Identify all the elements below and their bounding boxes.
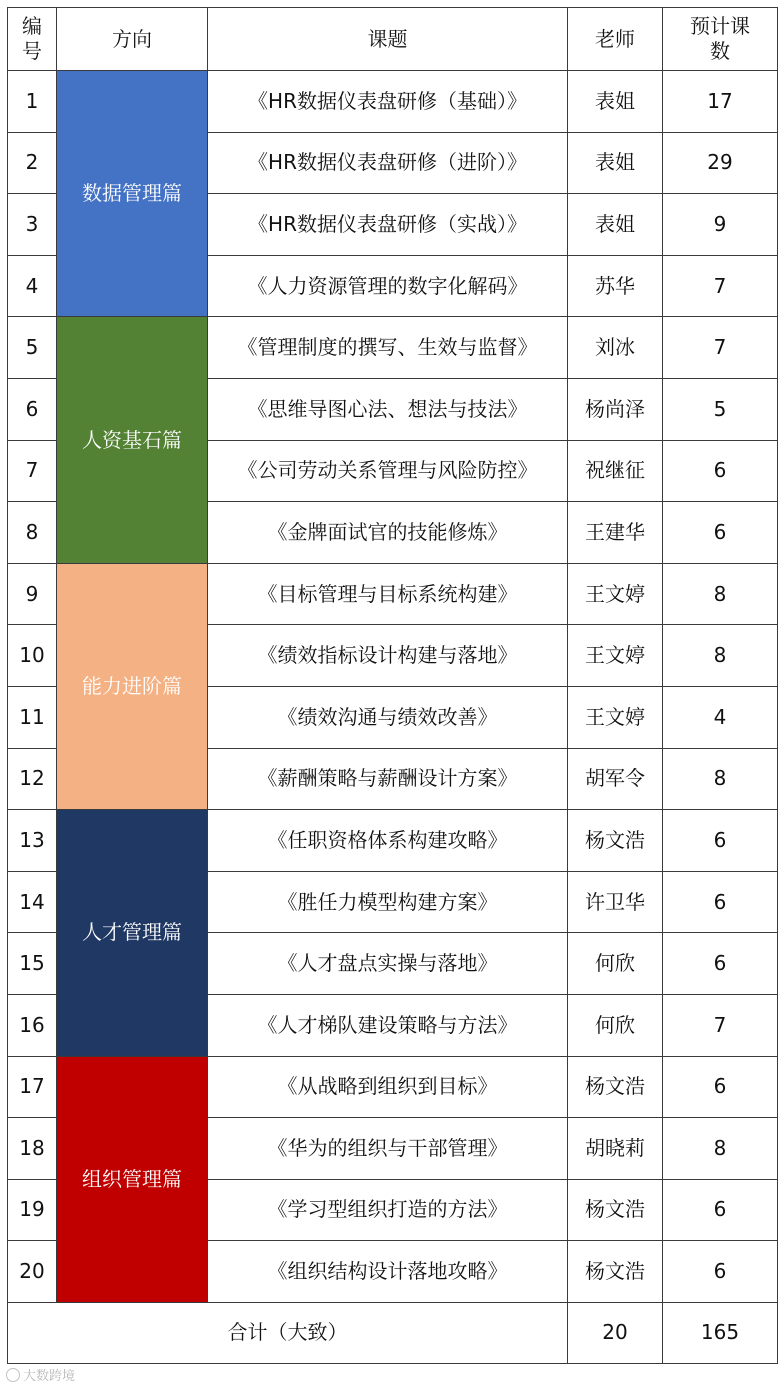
lesson-count: 6 [663,1241,778,1303]
row-number: 1 [8,71,57,133]
teacher-name: 胡晓莉 [568,1118,663,1180]
course-title: 《目标管理与目标系统构建》 [208,563,568,625]
header-number-line1: 编 [22,14,42,38]
teacher-name: 王文婷 [568,686,663,748]
row-number: 19 [8,1179,57,1241]
header-title: 课题 [208,8,568,71]
lesson-count: 8 [663,748,778,810]
teacher-name: 王建华 [568,502,663,564]
row-number: 4 [8,255,57,317]
lesson-count: 6 [663,1179,778,1241]
direction-cell: 组织管理篇 [57,1056,208,1302]
watermark-logo-icon [6,1368,20,1382]
lesson-count: 6 [663,810,778,872]
course-title: 《绩效指标设计构建与落地》 [208,625,568,687]
header-count-line1: 预计课 [690,14,750,38]
row-number: 7 [8,440,57,502]
row-number: 16 [8,994,57,1056]
lesson-count: 8 [663,563,778,625]
course-title: 《HR数据仪表盘研修（实战）》 [208,194,568,256]
course-title: 《金牌面试官的技能修炼》 [208,502,568,564]
row-number: 5 [8,317,57,379]
teacher-name: 表姐 [568,132,663,194]
course-title: 《HR数据仪表盘研修（进阶）》 [208,132,568,194]
table-row [8,1056,778,1118]
header-number-line2: 号 [22,39,42,63]
teacher-name: 苏华 [568,255,663,317]
row-number: 17 [8,1056,57,1118]
table-row [8,71,778,133]
course-title: 《任职资格体系构建攻略》 [208,810,568,872]
direction-cell: 数据管理篇 [57,71,208,317]
header-direction: 方向 [57,8,208,71]
course-title: 《人力资源管理的数字化解码》 [208,255,568,317]
header-row [8,8,778,71]
teacher-name: 祝继征 [568,440,663,502]
lesson-count: 6 [663,1056,778,1118]
course-table [7,7,778,1364]
lesson-count: 6 [663,871,778,933]
row-number: 18 [8,1118,57,1180]
lesson-count: 8 [663,625,778,687]
table-row [8,563,778,625]
course-title: 《公司劳动关系管理与风险防控》 [208,440,568,502]
teacher-name: 何欣 [568,994,663,1056]
row-number: 11 [8,686,57,748]
table-body [8,71,778,1303]
teacher-name: 杨文浩 [568,810,663,872]
header-count-line2: 数 [710,39,730,63]
teacher-name: 何欣 [568,933,663,995]
course-title: 《华为的组织与干部管理》 [208,1118,568,1180]
course-title: 《学习型组织打造的方法》 [208,1179,568,1241]
teacher-name: 杨文浩 [568,1179,663,1241]
watermark-text: 大数跨境 [23,1369,76,1384]
row-number: 10 [8,625,57,687]
lesson-count: 9 [663,194,778,256]
lesson-count: 7 [663,255,778,317]
course-title: 《绩效沟通与绩效改善》 [208,686,568,748]
course-title: 《人才盘点实操与落地》 [208,933,568,995]
row-number: 12 [8,748,57,810]
row-number: 14 [8,871,57,933]
direction-cell: 能力进阶篇 [57,563,208,809]
teacher-name: 杨尚泽 [568,378,663,440]
course-title: 《人才梯队建设策略与方法》 [208,994,568,1056]
teacher-name: 许卫华 [568,871,663,933]
lesson-count: 7 [663,994,778,1056]
course-title: 《管理制度的撰写、生效与监督》 [208,317,568,379]
lesson-count: 6 [663,933,778,995]
teacher-name: 杨文浩 [568,1241,663,1303]
header-teacher: 老师 [568,8,663,71]
course-title: 《HR数据仪表盘研修（基础）》 [208,71,568,133]
total-label: 合计（大致） [8,1302,568,1363]
lesson-count: 6 [663,440,778,502]
row-number: 15 [8,933,57,995]
lesson-count: 5 [663,378,778,440]
teacher-name: 胡军令 [568,748,663,810]
row-number: 9 [8,563,57,625]
course-title: 《薪酬策略与薪酬设计方案》 [208,748,568,810]
lesson-count: 4 [663,686,778,748]
table-row [8,810,778,872]
teacher-name: 表姐 [568,71,663,133]
row-number: 8 [8,502,57,564]
total-lesson-count: 165 [663,1302,778,1363]
course-title: 《胜任力模型构建方案》 [208,871,568,933]
lesson-count: 29 [663,132,778,194]
total-teacher-count: 20 [568,1302,663,1363]
teacher-name: 杨文浩 [568,1056,663,1118]
row-number: 13 [8,810,57,872]
lesson-count: 7 [663,317,778,379]
row-number: 3 [8,194,57,256]
table-row [8,317,778,379]
row-number: 20 [8,1241,57,1303]
teacher-name: 刘冰 [568,317,663,379]
header-number [8,8,57,71]
course-title: 《思维导图心法、想法与技法》 [208,378,568,440]
total-row [8,1302,778,1363]
lesson-count: 8 [663,1118,778,1180]
watermark [6,1365,75,1384]
teacher-name: 王文婷 [568,625,663,687]
lesson-count: 17 [663,71,778,133]
direction-cell: 人才管理篇 [57,810,208,1056]
row-number: 6 [8,378,57,440]
direction-cell: 人资基石篇 [57,317,208,563]
header-count [663,8,778,71]
course-title: 《组织结构设计落地攻略》 [208,1241,568,1303]
teacher-name: 王文婷 [568,563,663,625]
teacher-name: 表姐 [568,194,663,256]
lesson-count: 6 [663,502,778,564]
course-title: 《从战略到组织到目标》 [208,1056,568,1118]
row-number: 2 [8,132,57,194]
